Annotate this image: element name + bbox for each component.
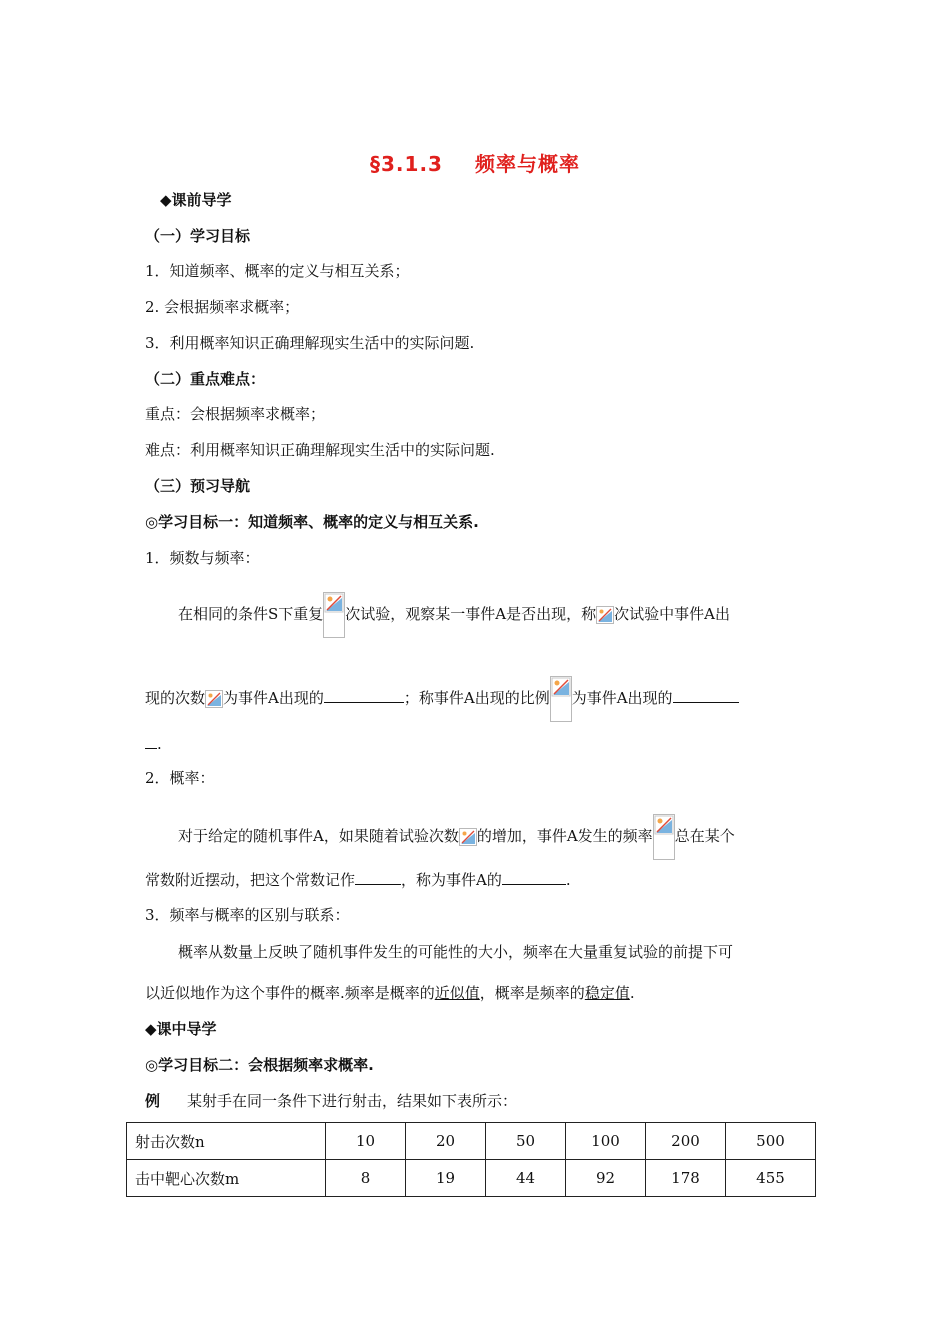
text-segment: 次试验中事件A出 xyxy=(614,605,730,623)
fill-blank[interactable] xyxy=(324,686,404,703)
text-segment: 为事件A出现的 xyxy=(571,689,673,707)
section-number: §3.1.3 xyxy=(370,152,443,176)
text-segment: ；称事件A出现的比例 xyxy=(403,689,550,707)
text-segment: 的增加，事件A发生的频率 xyxy=(476,827,653,845)
difficulty-line: 难点：利用概率知识正确理解现实生活中的实际问题. xyxy=(145,441,495,459)
formula-image-icon xyxy=(205,690,223,708)
text-segment: . xyxy=(565,871,571,889)
in-class-heading: ◆课中导学 xyxy=(145,1020,217,1038)
table-cell: 92 xyxy=(566,1160,646,1197)
preview-heading: （三）预习导航 xyxy=(145,477,251,495)
item2-line2 xyxy=(145,868,571,891)
shooting-results-table xyxy=(126,1122,816,1197)
formula-image-icon xyxy=(596,606,614,624)
table-cell: 44 xyxy=(486,1160,566,1197)
example-label: 例 xyxy=(145,1092,161,1110)
fill-blank[interactable] xyxy=(355,868,401,885)
table-cell: 500 xyxy=(726,1123,816,1160)
table-cell: 20 xyxy=(406,1123,486,1160)
fill-blank[interactable] xyxy=(145,732,157,749)
focus-line: 重点：会根据频率求概率； xyxy=(145,405,326,423)
table-row xyxy=(127,1123,816,1160)
table-cell: 455 xyxy=(726,1160,816,1197)
underlined-term: 稳定值 xyxy=(584,984,630,1002)
text-segment: ，称为事件A的 xyxy=(401,871,502,889)
text-segment: . xyxy=(157,735,162,753)
example-text: 某射手在同一条件下进行射击，结果如下表所示： xyxy=(187,1092,518,1110)
item3-line2 xyxy=(145,982,635,1004)
table-cell: 10 xyxy=(326,1123,406,1160)
text-segment: 次试验，观察某一事件A是否出现，称 xyxy=(345,605,597,623)
text-segment: 以近似地作为这个事件的概率.频率是概率的 xyxy=(145,984,435,1002)
underlined-term: 近似值 xyxy=(434,984,480,1002)
title-text: 频率与概率 xyxy=(474,152,580,176)
formula-image-icon xyxy=(323,592,345,638)
item1-title: 1．频数与频率： xyxy=(145,549,260,567)
formula-image-icon xyxy=(550,676,572,722)
page-title xyxy=(0,148,950,177)
fill-blank[interactable] xyxy=(502,868,566,885)
item1-line2 xyxy=(145,676,739,722)
example-line xyxy=(145,1090,517,1112)
text-segment: 现的次数 xyxy=(145,689,206,707)
goal-item-1: 1．知道频率、概率的定义与相互关系； xyxy=(145,262,410,280)
item2-line1 xyxy=(178,814,735,860)
text-segment: 总在某个 xyxy=(674,827,735,845)
goals-heading: （一）学习目标 xyxy=(145,227,251,245)
item3-title: 3．频率与概率的区别与联系： xyxy=(145,906,350,924)
objective-one: ◎学习目标一：知道频率、概率的定义与相互关系. xyxy=(145,513,479,531)
objective-two: ◎学习目标二：会根据频率求概率. xyxy=(145,1056,374,1074)
fill-blank[interactable] xyxy=(673,686,739,703)
text-segment: 为事件A出现的 xyxy=(223,689,324,707)
text-segment: 常数附近摆动，把这个常数记作 xyxy=(145,871,356,889)
text-segment: 在相同的条件S下重复 xyxy=(178,605,324,623)
text-segment: ，概率是频率的 xyxy=(479,984,585,1002)
item1-line1 xyxy=(178,592,730,638)
table-cell: 178 xyxy=(646,1160,726,1197)
table-cell: 100 xyxy=(566,1123,646,1160)
item2-title: 2．概率： xyxy=(145,769,215,787)
key-points-heading: （二）重点难点： xyxy=(145,370,266,388)
formula-image-icon xyxy=(459,828,477,846)
table-cell: 19 xyxy=(406,1160,486,1197)
table-cell: 200 xyxy=(646,1123,726,1160)
text-segment: 对于给定的随机事件A，如果随着试验次数 xyxy=(178,827,459,845)
row-label: 射击次数n xyxy=(127,1123,326,1160)
goal-item-3: 3．利用概率知识正确理解现实生活中的实际问题. xyxy=(145,334,475,352)
text-segment: . xyxy=(629,984,635,1002)
goal-item-2: 2. 会根据频率求概率； xyxy=(145,298,300,316)
formula-image-icon xyxy=(653,814,675,860)
table-row xyxy=(127,1160,816,1197)
item3-line1: 概率从数量上反映了随机事件发生的可能性的大小，频率在大量重复试验的前提下可 xyxy=(178,943,734,961)
row-label: 击中靶心次数m xyxy=(127,1160,326,1197)
table-cell: 8 xyxy=(326,1160,406,1197)
table-cell: 50 xyxy=(486,1123,566,1160)
item1-line3 xyxy=(145,732,162,755)
pre-class-heading: ◆课前导学 xyxy=(160,191,232,209)
